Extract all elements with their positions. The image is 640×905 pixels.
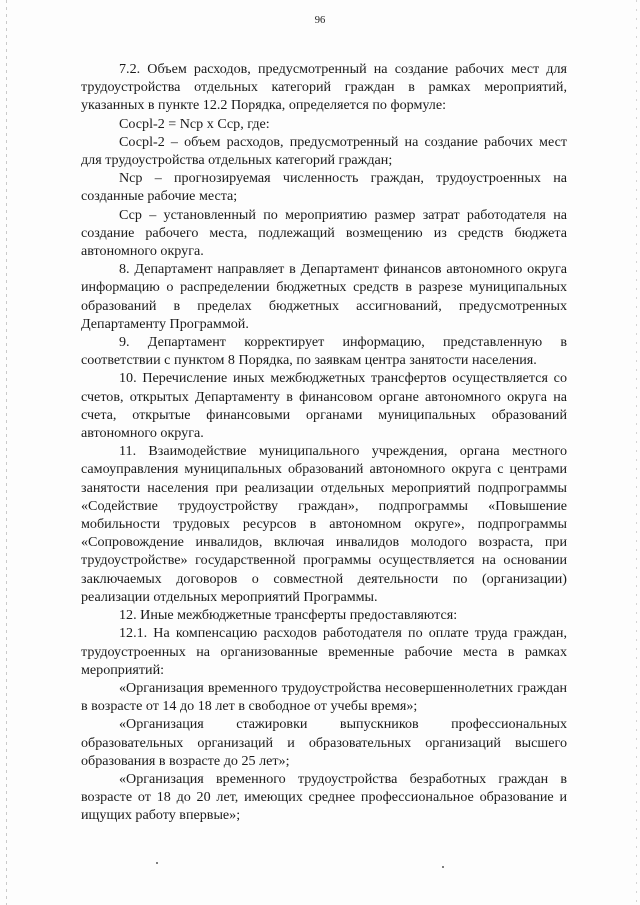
paragraph-12-1: 12.1. На компенсацию расходов работодателя по оплате труда граждан, трудоустроенных на организованные временные рабочие места в рамках мероприятий:: [81, 625, 567, 678]
left-edge-scan-line: [6, 0, 7, 905]
list-item-graduate-internship: «Организация стажировки выпускников профессиональных образовательных организаций и образовательных организаций высшего образования в возрасте до 25 лет»;: [81, 716, 567, 769]
paragraph-10: 10. Перечисление иных межбюджетных трансфертов осуществляется со счетов, открытых Департаменту в финансовом органе автономного округа на счета, открытые финансовыми органами муниципальных образований автономного округа.: [81, 370, 567, 442]
formula-definition-ccp: Сср – установленный по мероприятию размер затрат работодателя на создание рабочего места, подлежащий возмещению из средств бюджета автономного округа.: [81, 206, 567, 260]
paragraph-8: 8. Департамент направляет в Департамент финансов автономного округа информацию о распределении бюджетных средств в разрезе муниципальных образований в пределах бюджетных ассигнований, предусмотренных Департаменту Программой.: [81, 261, 567, 332]
list-item-unemployed-employment: «Организация временного трудоустройства безработных граждан в возрасте от 18 до 20 лет, имеющих среднее профессиональное образование и ищущих работу впервые»;: [81, 770, 567, 824]
formula: Сосрl-2 = Nср х Сср, где:: [119, 115, 270, 132]
paragraph-11: 11. Взаимодействие муниципального учреждения, органа местного самоуправления муниципальных образований автономного округа с центрами занятости населения при реализации отдельных мероприятий подпрограммы «Содействие трудоустройству граждан», подпрограммы «Повышение мобильности трудовых ресурсов в автономном округе», подпрограммы «Сопровождение инвалидов, включая инвалидов молодого возраста, при трудоустройстве» государственной программы осуществляется на основании заключаемых договоров о совместной деятельности по (организации) реализации отдельных мероприятий Программы.: [81, 443, 567, 605]
paragraph-9: 9. Департамент корректирует информацию, представленную в соответствии с пунктом 8 Порядка, по заявкам центра занятости населения.: [81, 334, 567, 369]
list-item-minors-employment: «Организация временного трудоустройства несовершеннолетних граждан в возрасте от 14 до 18 лет в свободное от учебы время»;: [81, 679, 567, 715]
paragraph-12: 12. Иные межбюджетные трансферты предоставляются:: [119, 607, 458, 624]
scan-speck: [156, 862, 158, 864]
scan-speck: [442, 866, 444, 868]
right-edge-scan-line: [636, 0, 637, 905]
document-body: [81, 60, 567, 825]
paragraph-7-2: 7.2. Объем расходов, предусмотренный на создание рабочих мест для трудоустройства отдельных категорий граждан в рамках мероприятий, указанных в пункте 12.2 Порядка, определяется по формуле:: [81, 61, 567, 114]
formula-definition-cosr: Сосрl-2 – объем расходов, предусмотренный на создание рабочих мест для трудоустройства отдельных категорий граждан;: [81, 133, 567, 169]
formula-definition-ncp: Nср – прогнозируемая численность граждан, трудоустроенных на созданные рабочие места;: [81, 170, 567, 205]
page-number: 96: [314, 15, 326, 26]
